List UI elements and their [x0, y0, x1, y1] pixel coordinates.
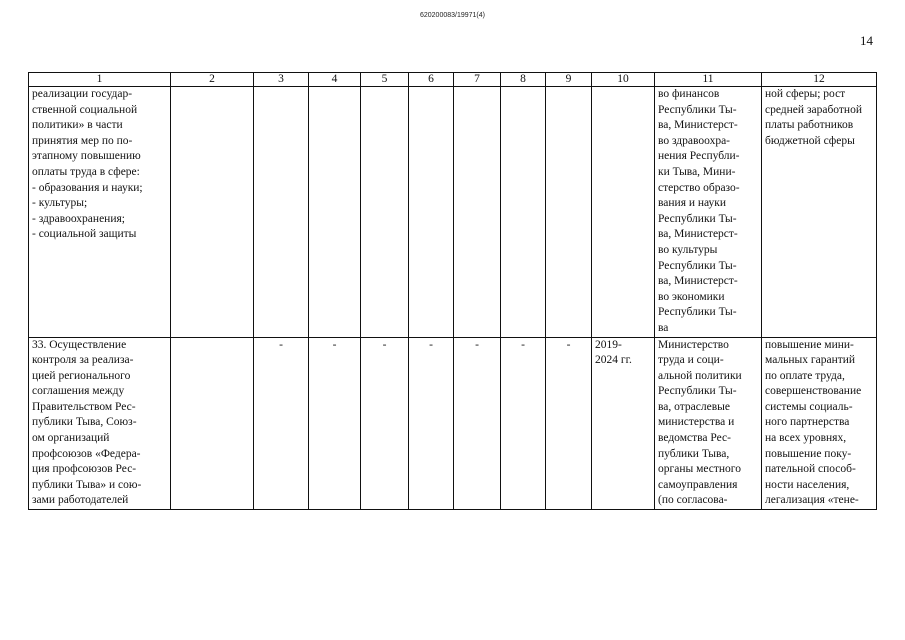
header-cell: 10 [592, 73, 655, 87]
value-cell: - [254, 337, 309, 510]
header-cell: 2 [171, 73, 254, 87]
value-cell [501, 87, 546, 338]
responsible-cell: Министерство труда и соци- альной политики Республики Ты- ва, отраслевые министерства и ведомства Рес- публики Тыва, органы местного самоуправления (по согласова- [655, 337, 762, 510]
period-cell: 2019- 2024 гг. [592, 337, 655, 510]
value-cell: - [501, 337, 546, 510]
header-cell: 12 [762, 73, 877, 87]
result-cell: повышение мини- мальных гарантий по оплате труда, совершенствование системы социаль- ного партнерства на всех уровнях, повышение поку- пательной способ- ности населения, легализация «тене- [762, 337, 877, 510]
header-cell: 4 [309, 73, 361, 87]
header-cell: 7 [454, 73, 501, 87]
table-row [29, 337, 877, 510]
program-table [28, 72, 877, 510]
empty-cell [171, 87, 254, 338]
value-cell [254, 87, 309, 338]
header-cell: 1 [29, 73, 171, 87]
page-number: 14 [860, 33, 873, 48]
header-row [29, 73, 877, 87]
value-cell: - [454, 337, 501, 510]
header-cell: 8 [501, 73, 546, 87]
header-cell: 9 [546, 73, 592, 87]
header-cell: 5 [361, 73, 409, 87]
value-cell [409, 87, 454, 338]
measure-cell: 33. Осуществление контроля за реализа- цией регионального соглашения между Правительством Рес- публики Тыва, Союз- ом организаций профсоюзов «Федера- ция профсоюзов Рес- публики Тыва» и сою- зами работодателей [29, 337, 171, 510]
result-cell: ной сферы; рост средней заработной платы работников бюджетной сферы [762, 87, 877, 338]
value-cell: - [361, 337, 409, 510]
document-code: 620200083/19971(4) [419, 12, 485, 19]
table-row [29, 87, 877, 338]
value-cell [309, 87, 361, 338]
value-cell: - [409, 337, 454, 510]
value-cell [546, 87, 592, 338]
empty-cell [171, 337, 254, 510]
value-cell [361, 87, 409, 338]
header-cell: 3 [254, 73, 309, 87]
value-cell: - [546, 337, 592, 510]
header-cell: 11 [655, 73, 762, 87]
responsible-cell: во финансов Республики Ты- ва, Министерст- во здравоохра- нения Республи- ки Тыва, Мини- стерство образо- вания и науки Республики Ты- ва, Министерст- во культуры Республики Ты- ва, Министерст- во экономики Республики Ты- ва [655, 87, 762, 338]
measure-cell: реализации государ- ственной социальной политики» в части принятия мер по по- этапному повышению оплаты труда в сфере: - образования и науки; - культуры; - здравоохранения; - социальной защиты [29, 87, 171, 338]
period-cell [592, 87, 655, 338]
value-cell: - [309, 337, 361, 510]
header-cell: 6 [409, 73, 454, 87]
value-cell [454, 87, 501, 338]
